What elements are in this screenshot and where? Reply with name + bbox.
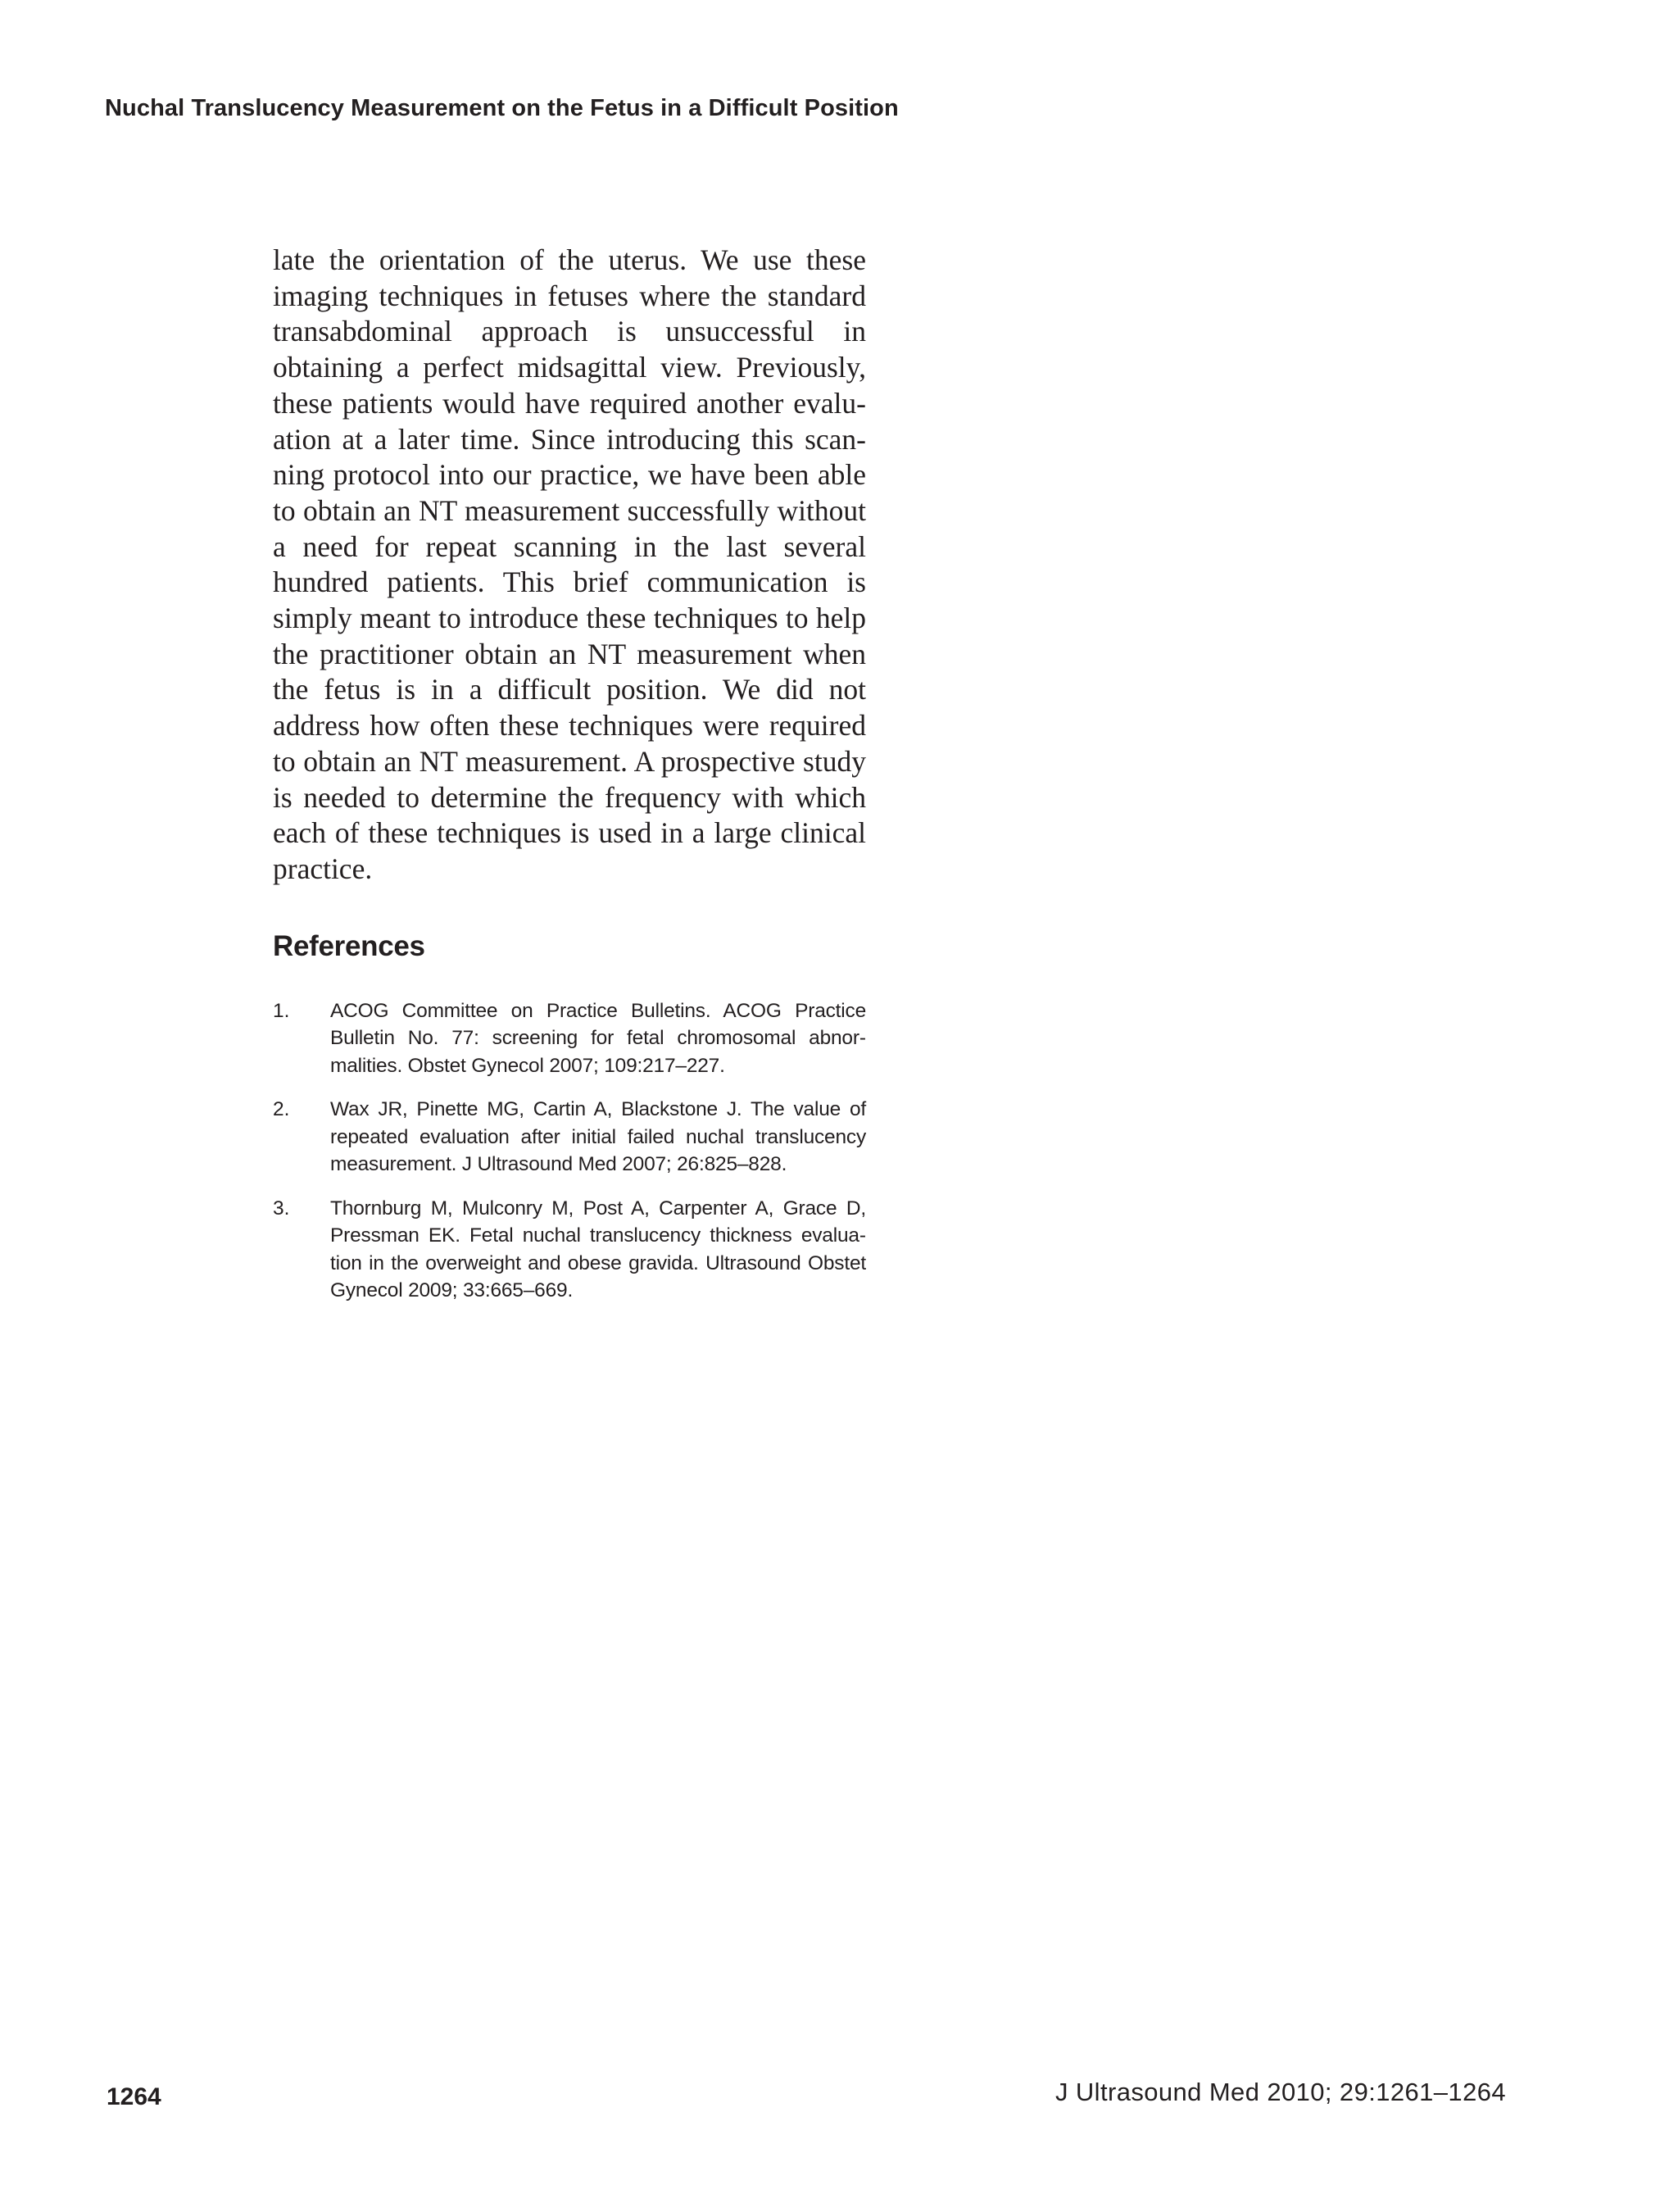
text-column (273, 243, 866, 1321)
reference-text: Wax JR, Pinette MG, Cartin A, Blackstone J. The value of repeated evaluation after initial failed nuchal translucency measurement. J Ultrasound Med 2007; 26:825–828. (330, 1098, 866, 1176)
reference-list (273, 997, 866, 1305)
reference-number: 2. (273, 1098, 290, 1121)
journal-citation: J Ultrasound Med 2010; 29:1261–1264 (1054, 2078, 1506, 2106)
body-paragraph: late the orientation of the uterus. We use these imaging techniques in fetuses where the standard transabdominal approach is unsuccessful in obtaining a perfect midsagittal view. Previously, these patients would have required another evaluation at a later time. Since introducing this scanning protocol into our practice, we have been able to obtain an NT measurement successfully without a need for repeat scanning in the last several hundred patients. This brief communication is simply meant to introduce these techniques to help the practitioner obtain an NT measurement when the fetus is in a difficult position. We did not address how often these techniques were required to obtain an NT measurement. A prospective study is needed to determine the frequency with which each of these techniques is used in a large clinical practice. (273, 243, 866, 885)
reference-item (273, 1096, 866, 1179)
reference-text: ACOG Committee on Practice Bulletins. ACOG Practice Bulletin No. 77: screening for fetal chromosomal abnormalities. Obstet Gynecol 2007; 109:217–227. (330, 999, 866, 1077)
reference-number: 1. (273, 999, 290, 1022)
references-heading: References (273, 929, 425, 962)
reference-item (273, 1195, 866, 1305)
reference-number: 3. (273, 1197, 290, 1220)
reference-item (273, 997, 866, 1080)
reference-text: Thornburg M, Mulconry M, Post A, Carpenter A, Grace D, Pressman EK. Fetal nuchal translucency thickness evaluation in the overweight and obese gravida. Ultrasound Obstet Gynecol 2009; 33:665–669. (330, 1197, 866, 1302)
page-number: 1264 (107, 2083, 161, 2110)
running-head: Nuchal Translucency Measurement on the Fetus in a Difficult Position (105, 95, 899, 121)
